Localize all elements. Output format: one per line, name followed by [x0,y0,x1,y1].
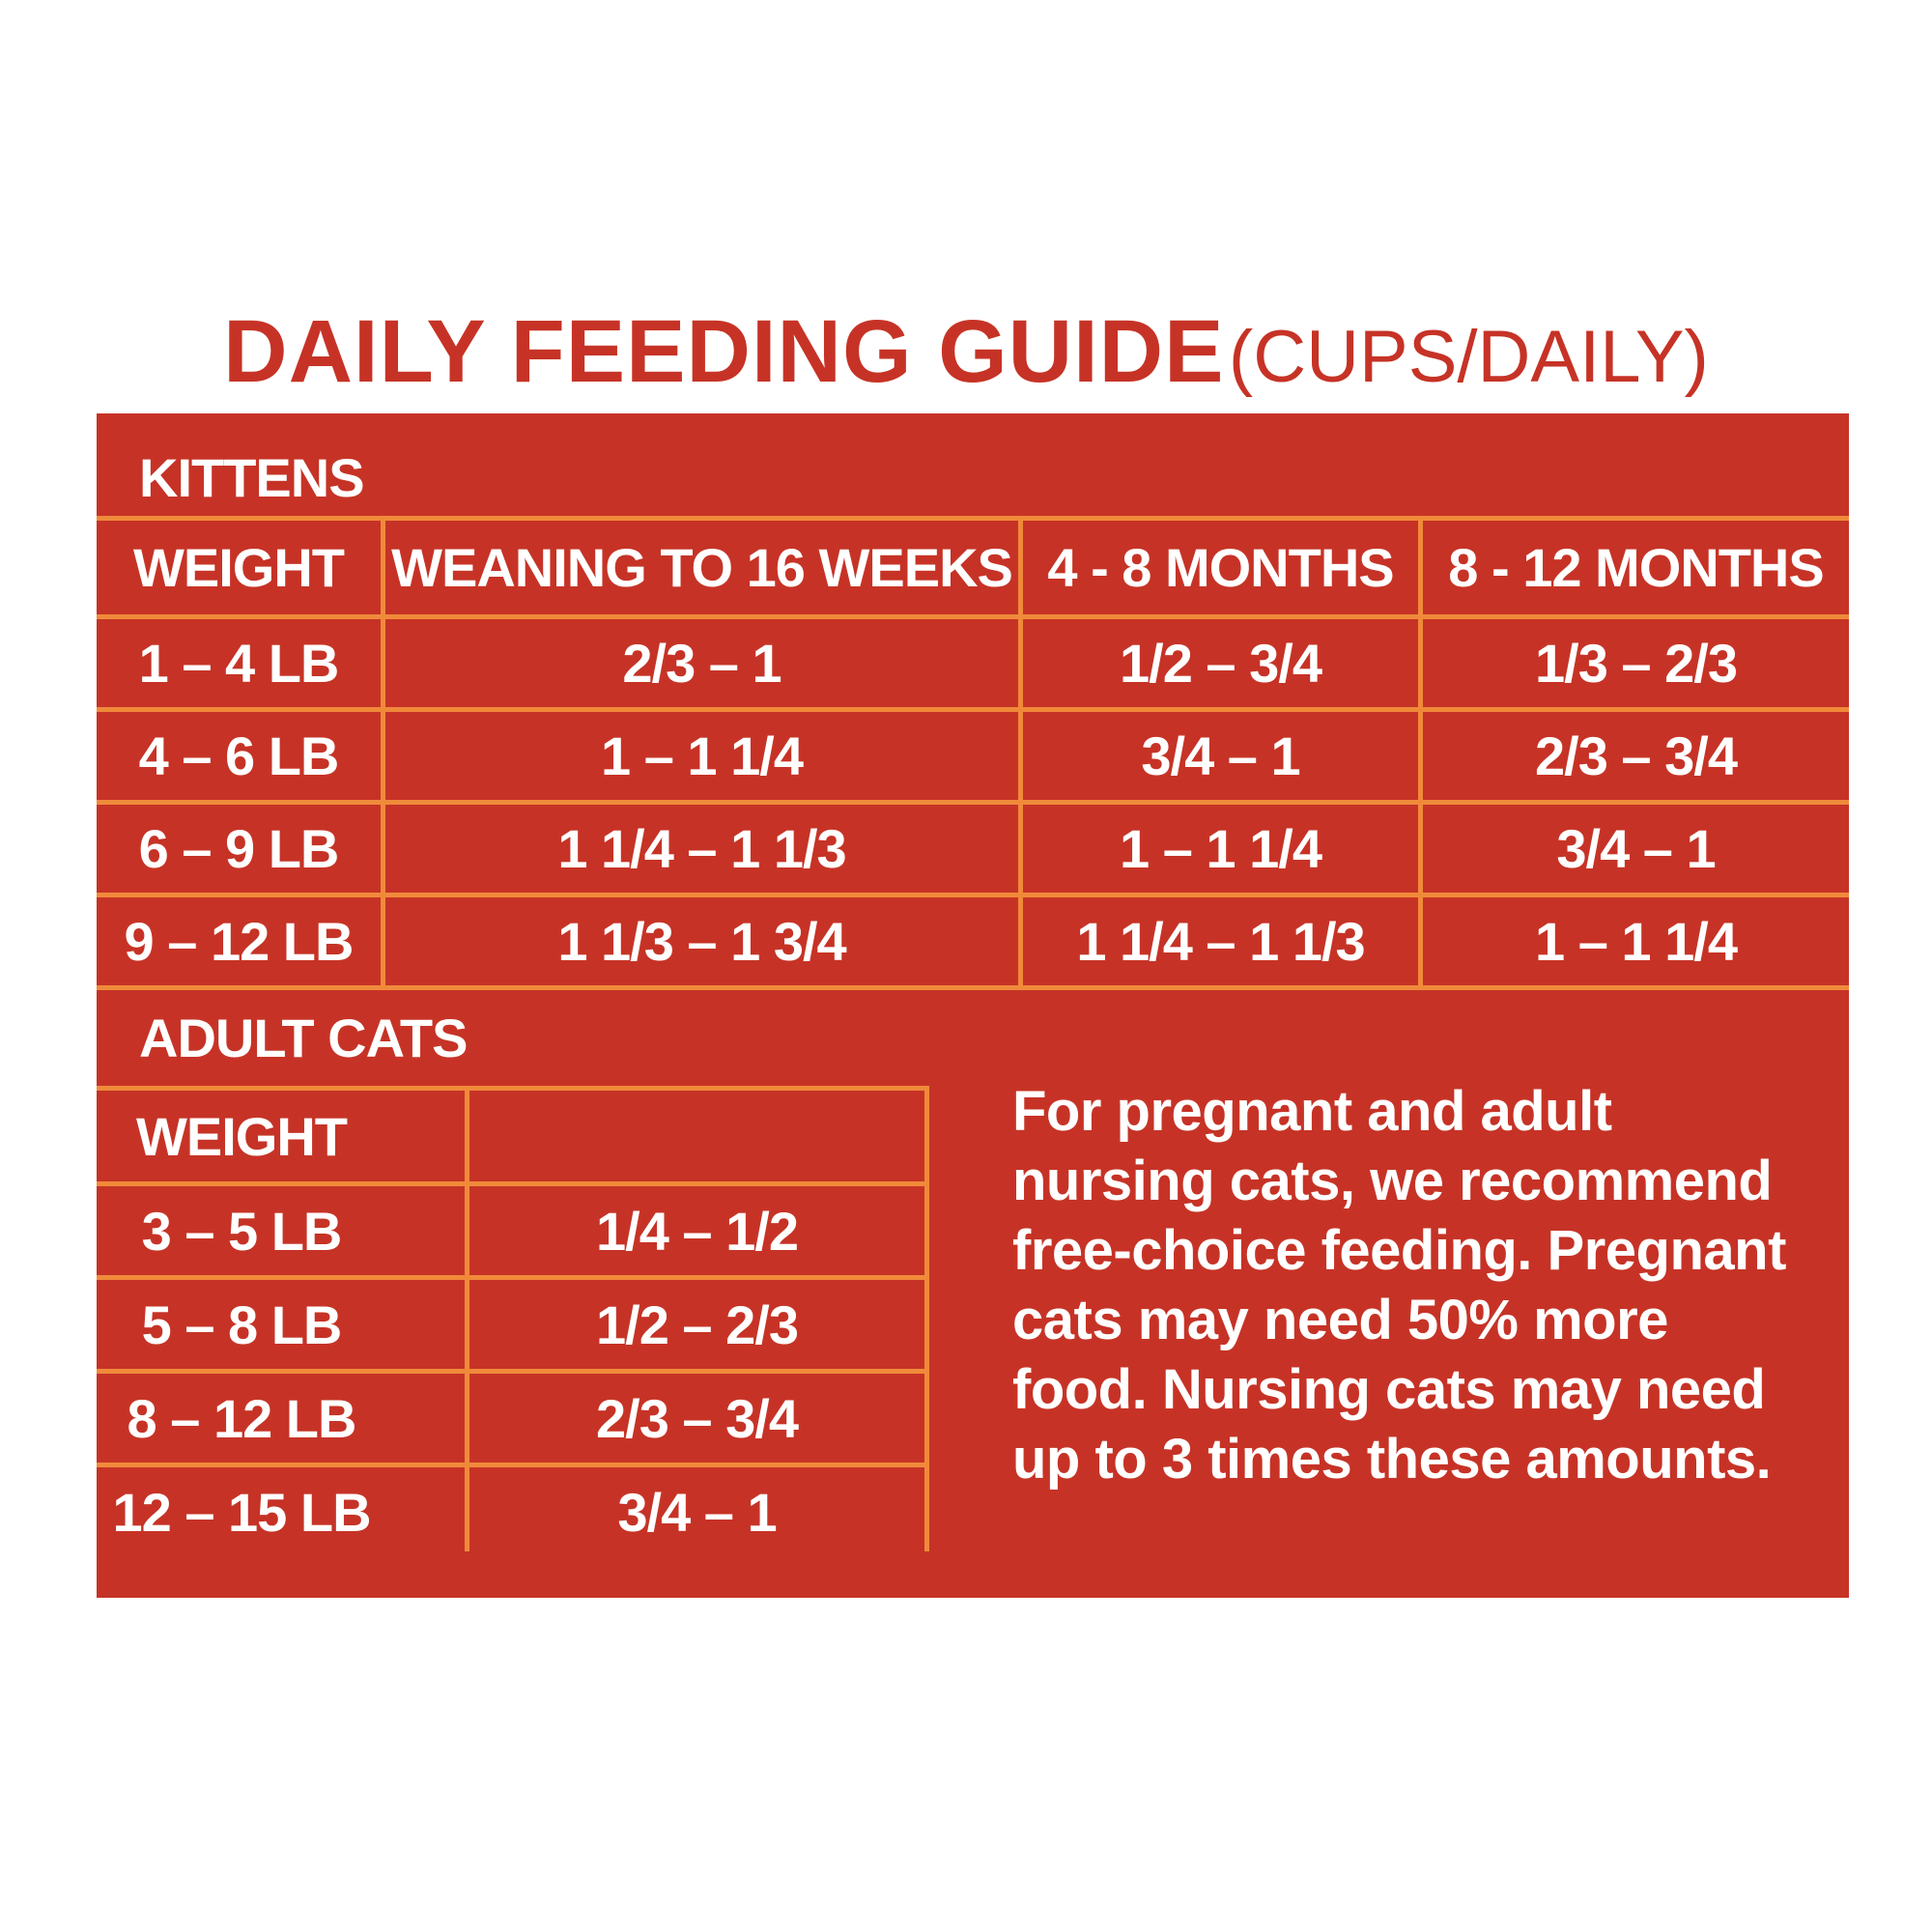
note-line: free-choice feeding. Pregnant [1012,1219,1786,1282]
table-cell: 12 – 15 LB [112,1481,371,1543]
table-cell: 1 – 1 1/4 [1120,818,1321,879]
note-line: nursing cats, we recommend [1012,1150,1773,1212]
table-cell: 4 – 6 LB [138,725,339,786]
table-cell: 1/4 – 1/2 [596,1200,798,1262]
table-cell: 1 1/3 – 1 3/4 [557,911,846,972]
note-line: food. Nursing cats may need [1012,1358,1766,1421]
table-cell: 1/3 – 2/3 [1535,633,1737,694]
table-cell: 1/2 – 3/4 [1120,633,1321,694]
table-cell: 3/4 – 1 [1141,725,1300,786]
adults-header-amount [469,1091,924,1181]
divider [97,985,1849,990]
nursing-note [1012,1077,1843,1494]
table-cell: 1 – 1 1/4 [601,725,803,786]
note-line: up to 3 times these amounts. [1012,1428,1772,1491]
page-title [0,302,1932,401]
note-line: cats may need 50% more [1012,1289,1668,1351]
table-cell: 9 – 12 LB [124,911,354,972]
kittens-header-4-8-months: 4 - 8 MONTHS [1047,537,1394,598]
table-cell: 2/3 – 3/4 [1535,725,1737,786]
note-line: For pregnant and adult [1012,1080,1612,1143]
adults-header-weight: WEIGHT [136,1105,347,1167]
table-cell: 1 1/4 – 1 1/3 [1076,911,1365,972]
table-cell: 3/4 – 1 [1556,818,1716,879]
title-unit: (CUPS/DAILY) [1228,316,1709,398]
kittens-header-8-12-months: 8 - 12 MONTHS [1448,537,1824,598]
table-cell: 6 – 9 LB [138,818,339,879]
feeding-guide-panel [97,413,1849,1598]
title-main: DAILY FEEDING GUIDE [223,302,1225,401]
table-cell: 1 1/4 – 1 1/3 [557,818,846,879]
table-cell: 8 – 12 LB [127,1387,356,1449]
table-cell: 5 – 8 LB [141,1293,342,1355]
table-cell: 2/3 – 1 [622,633,781,694]
table-cell: 1 – 4 LB [138,633,339,694]
adults-label: ADULT CATS [139,1008,468,1068]
kittens-header-weight: WEIGHT [133,537,344,598]
table-cell: 1 – 1 1/4 [1535,911,1737,972]
table-cell: 1/2 – 2/3 [596,1293,798,1355]
kittens-header-weaning: WEANING TO 16 WEEKS [391,537,1012,598]
table-cell: 3/4 – 1 [617,1481,777,1543]
divider [924,1086,929,1551]
table-cell: 2/3 – 3/4 [596,1387,798,1449]
kittens-label: KITTENS [139,447,364,508]
table-cell: 3 – 5 LB [141,1200,342,1262]
